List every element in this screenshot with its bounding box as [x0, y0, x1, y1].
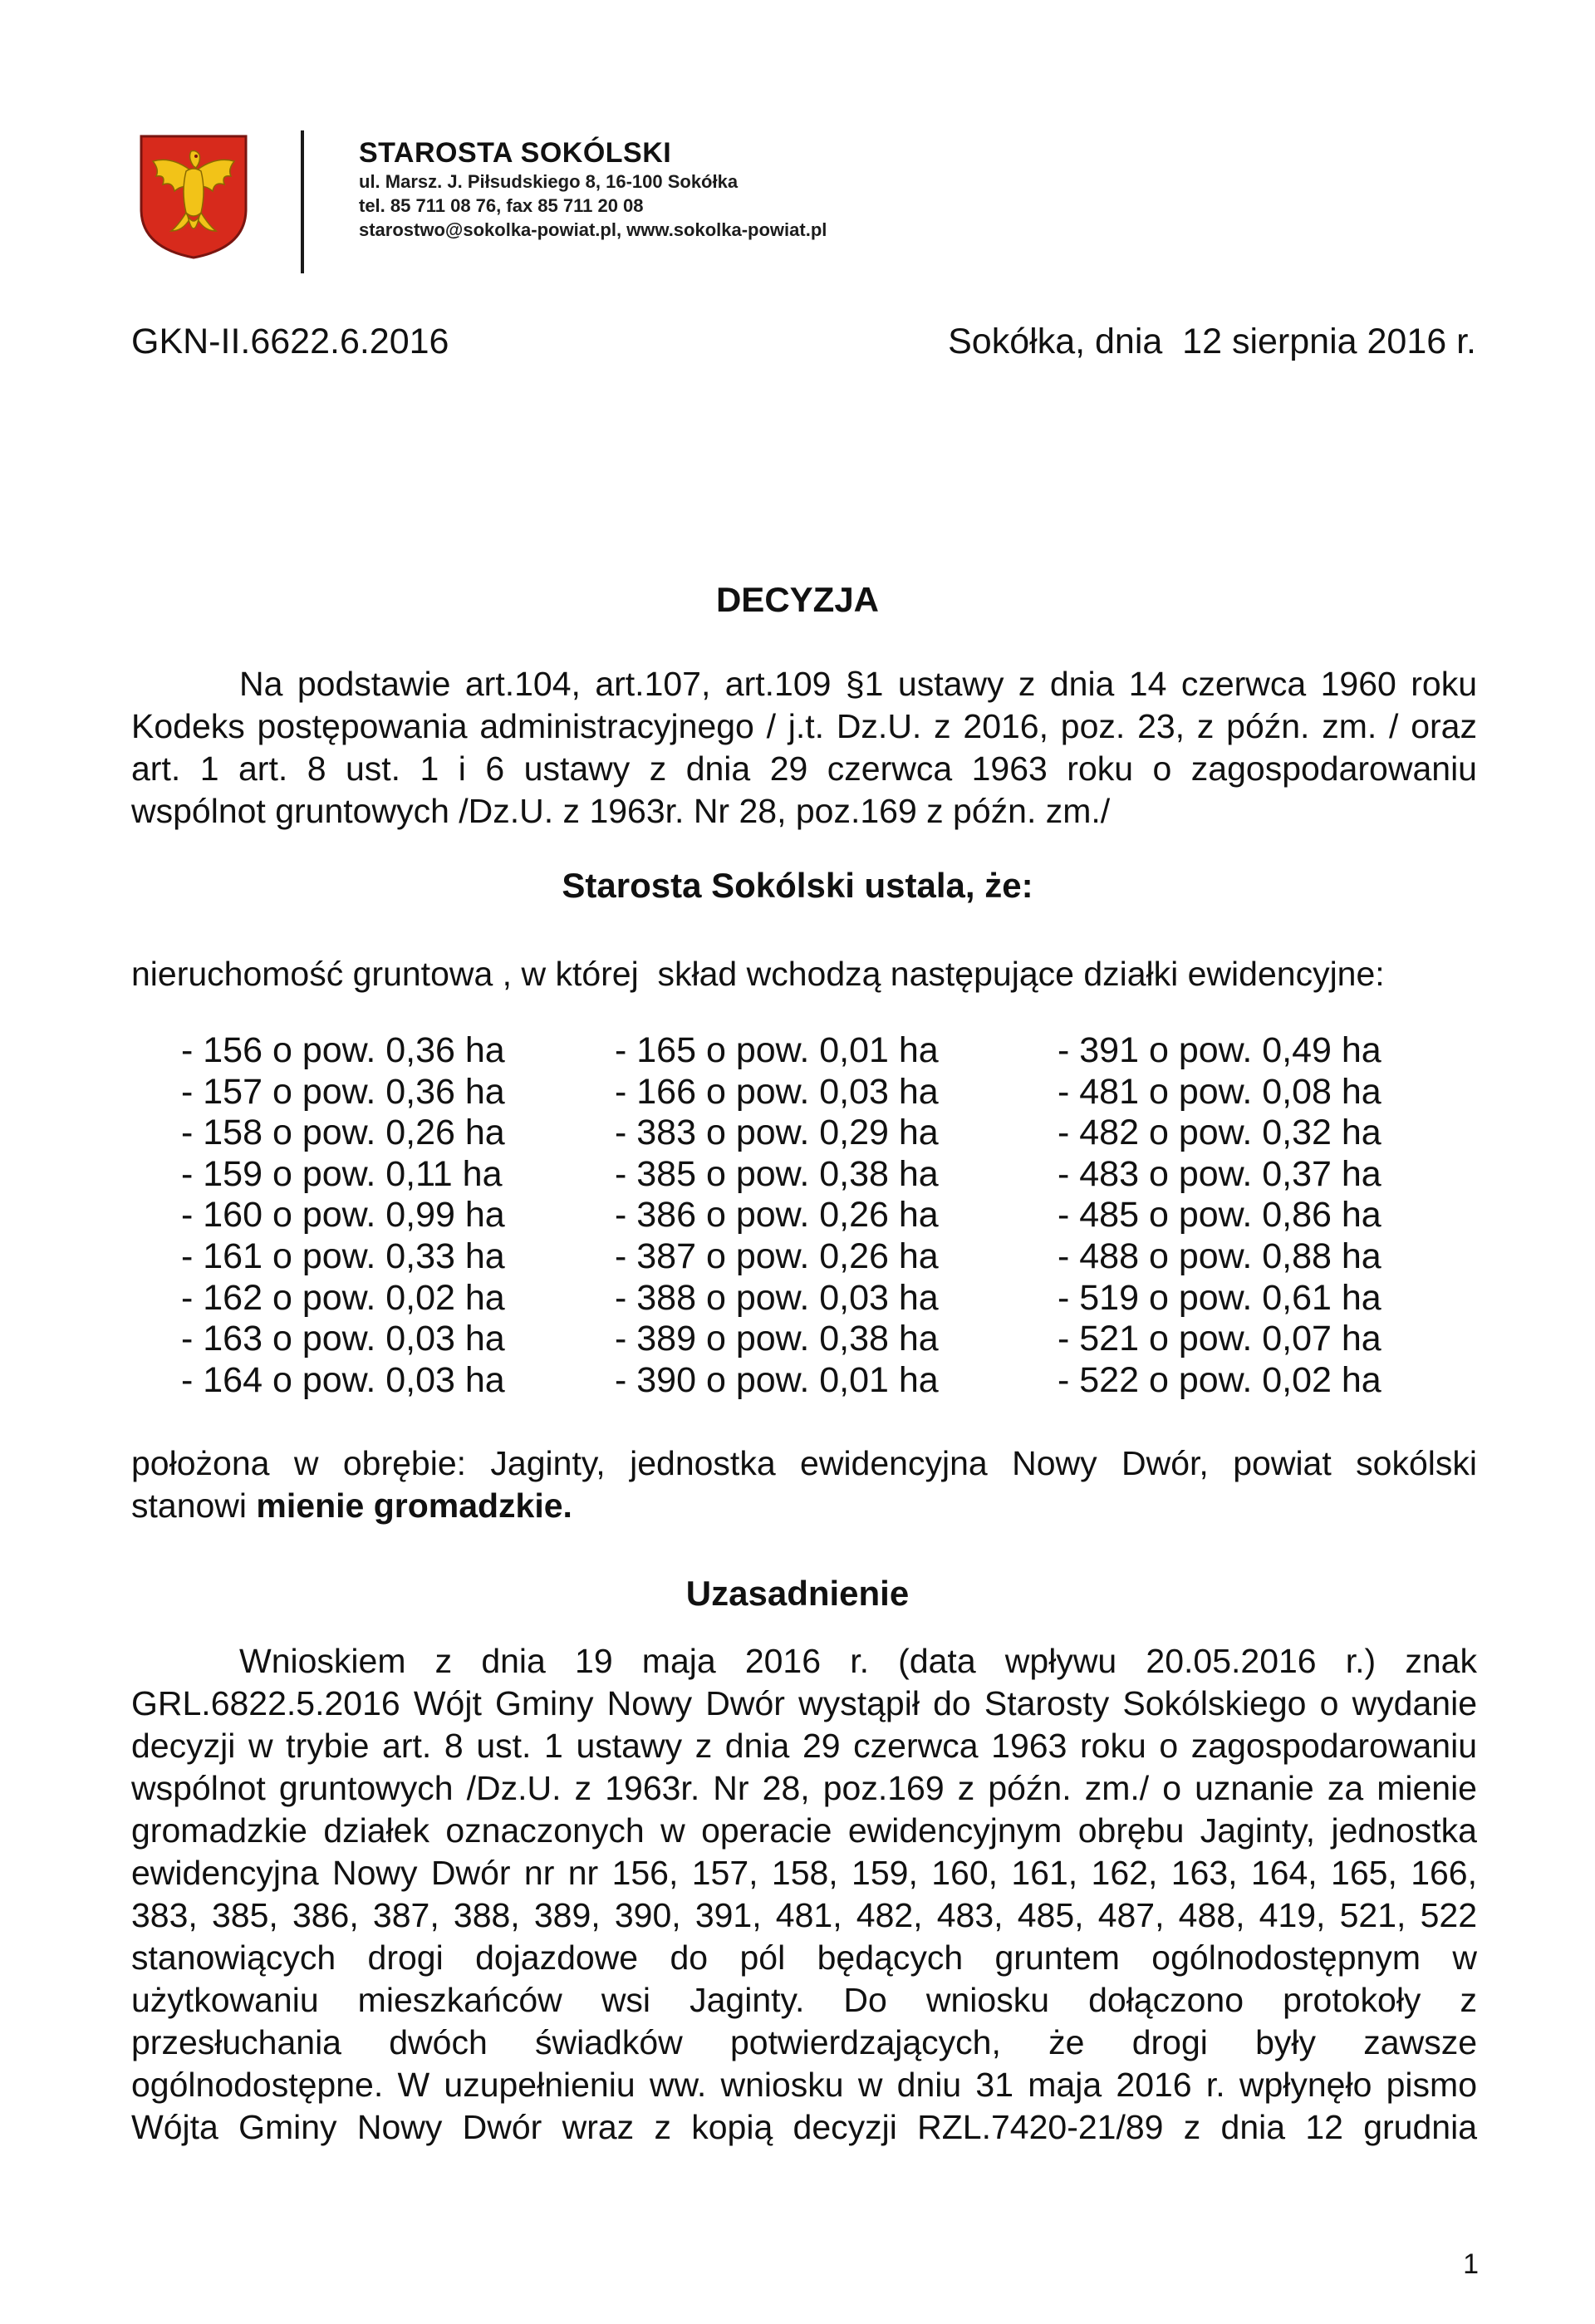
- case-number: GKN-II.6622.6.2016: [131, 322, 449, 361]
- parcel-item: - 160 o pow. 0,99 ha: [181, 1195, 505, 1236]
- parcel-item: - 488 o pow. 0,88 ha: [1058, 1236, 1382, 1276]
- header-divider: [301, 130, 304, 273]
- justification-heading: Uzasadnienie: [685, 1574, 910, 1613]
- parcel-item: - 163 o pow. 0,03 ha: [181, 1319, 505, 1359]
- parcel-item: - 522 o pow. 0,02 ha: [1058, 1359, 1382, 1400]
- parcel-item: - 389 o pow. 0,38 ha: [615, 1319, 939, 1359]
- legal-basis-line: Na podstawie art.104, art.107, art.109 §1 ustawy z dnia 14 czerwca 1960 roku: [239, 665, 1477, 703]
- parcel-item: - 481 o pow. 0,08 ha: [1058, 1071, 1382, 1112]
- parcel-item: - 159 o pow. 0,11 ha: [181, 1153, 503, 1194]
- parcel-item: - 483 o pow. 0,37 ha: [1058, 1153, 1382, 1194]
- letterhead: [359, 136, 1107, 242]
- parcel-item: - 383 o pow. 0,29 ha: [615, 1113, 939, 1153]
- parcel-item: - 521 o pow. 0,07 ha: [1058, 1319, 1382, 1359]
- parcel-item: - 388 o pow. 0,03 ha: [615, 1277, 939, 1318]
- justification-line: użytkowaniu mieszkańców wsi Jaginty. Do wniosku dołączono protokoły z: [131, 1981, 1477, 2019]
- location-paragraph: [131, 1442, 1477, 1527]
- legal-basis-line: Kodeks postępowania administracyjnego / j.t. Dz.U. z 2016, poz. 23, z późn. zm. / oraz: [131, 707, 1477, 745]
- parcel-item: - 390 o pow. 0,01 ha: [615, 1359, 939, 1400]
- justification-line: stanowiących drogi dojazdowe do pól będących gruntem ogólnodostępnym w: [131, 1938, 1477, 1977]
- parcel-item: - 164 o pow. 0,03 ha: [181, 1359, 505, 1400]
- parcel-item: - 161 o pow. 0,33 ha: [181, 1236, 505, 1276]
- justification-line: Wójta Gminy Nowy Dwór wraz z kopią decyzji RZL.7420-21/89 z dnia 12 grudnia: [131, 2108, 1477, 2146]
- justification-line: ewidencyjna Nowy Dwór nr nr 156, 157, 158, 159, 160, 161, 162, 163, 164, 165, 166,: [131, 1854, 1477, 1892]
- justification-line: gromadzkie działek oznaczonych w operacie ewidencyjnym obrębu Jaginty, jednostka: [131, 1811, 1477, 1850]
- parcel-item: - 386 o pow. 0,26 ha: [615, 1195, 939, 1236]
- parcel-item: - 165 o pow. 0,01 ha: [615, 1030, 939, 1070]
- status-emphasis: mienie gromadzkie.: [256, 1486, 572, 1525]
- legal-basis-line: wspólnot gruntowych /Dz.U. z 1963r. Nr 28, poz.169 z późn. zm./: [131, 792, 1111, 830]
- parcel-item: - 519 o pow. 0,61 ha: [1058, 1277, 1382, 1318]
- justification-paragraph: [131, 1640, 1477, 2149]
- property-intro: [131, 953, 1477, 995]
- parcel-item: - 482 o pow. 0,32 ha: [1058, 1113, 1382, 1153]
- coat-of-arms-icon: [138, 133, 249, 261]
- justification-line: ogólnodostępne. W uzupełnieniu ww. wniosku w dniu 31 maja 2016 r. wpłynęło pismo: [131, 2066, 1477, 2104]
- parcel-item: - 485 o pow. 0,86 ha: [1058, 1195, 1382, 1236]
- organization-contact: starostwo@sokolka-powiat.pl, www.sokolka-powiat.pl: [359, 219, 827, 240]
- parcel-column-1: [181, 1030, 505, 1401]
- parcel-item: - 156 o pow. 0,36 ha: [181, 1030, 505, 1070]
- parcel-item: - 162 o pow. 0,02 ha: [181, 1277, 505, 1318]
- legal-basis-line: art. 1 art. 8 ust. 1 i 6 ustawy z dnia 29 czerwca 1963 roku o zagospodarowaniu: [131, 749, 1477, 788]
- organization-name: STAROSTA SOKÓLSKI: [359, 137, 672, 169]
- parcel-item: - 158 o pow. 0,26 ha: [181, 1113, 505, 1153]
- legal-basis-paragraph: [131, 663, 1477, 833]
- parcel-column-2: [615, 1030, 939, 1401]
- parcel-item: - 387 o pow. 0,26 ha: [615, 1236, 939, 1276]
- parcel-item: - 385 o pow. 0,38 ha: [615, 1153, 939, 1194]
- justification-line: przesłuchania dwóch świadków potwierdzających, że drogi były zawsze: [131, 2023, 1477, 2061]
- location-prefix: stanowi: [131, 1486, 257, 1525]
- justification-line: GRL.6822.5.2016 Wójt Gminy Nowy Dwór wystąpił do Starosty Sokólskiego o wydanie: [131, 1684, 1477, 1722]
- location-line-2: [131, 1485, 1477, 1527]
- justification-line: Wnioskiem z dnia 19 maja 2016 r. (data wpływu 20.05.2016 r.) znak: [239, 1642, 1477, 1680]
- parcel-item: - 391 o pow. 0,49 ha: [1058, 1030, 1382, 1070]
- parcel-item: - 166 o pow. 0,03 ha: [615, 1071, 939, 1112]
- decision-title: DECYZJA: [715, 580, 880, 619]
- place-and-date: Sokółka, dnia 12 sierpnia 2016 r.: [948, 322, 1476, 361]
- location-line: położona w obrębie: Jaginty, jednostka ewidencyjna Nowy Dwór, powiat sokólski: [131, 1444, 1477, 1482]
- parcel-item: - 157 o pow. 0,36 ha: [181, 1071, 505, 1112]
- organization-phone: tel. 85 711 08 76, fax 85 711 20 08: [359, 195, 644, 216]
- page-number: 1: [1463, 2248, 1479, 2280]
- organization-address: ul. Marsz. J. Piłsudskiego 8, 16-100 Sokółka: [359, 171, 739, 192]
- parcel-column-3: [1058, 1030, 1382, 1401]
- ruling-heading: Starosta Sokólski ustala, że:: [562, 866, 1033, 905]
- property-intro-text: nieruchomość gruntowa , w której skład wchodzą następujące działki ewidencyjne:: [131, 955, 1385, 993]
- justification-line: decyzji w trybie art. 8 ust. 1 ustawy z dnia 29 czerwca 1963 roku o zagospodarowaniu: [131, 1727, 1477, 1765]
- justification-line: wspólnot gruntowych /Dz.U. z 1963r. Nr 28, poz.169 z późn. zm./ o uznanie za mienie: [131, 1769, 1477, 1807]
- justification-line: 383, 385, 386, 387, 388, 389, 390, 391, 481, 482, 483, 485, 487, 488, 419, 521, 522: [131, 1896, 1477, 1934]
